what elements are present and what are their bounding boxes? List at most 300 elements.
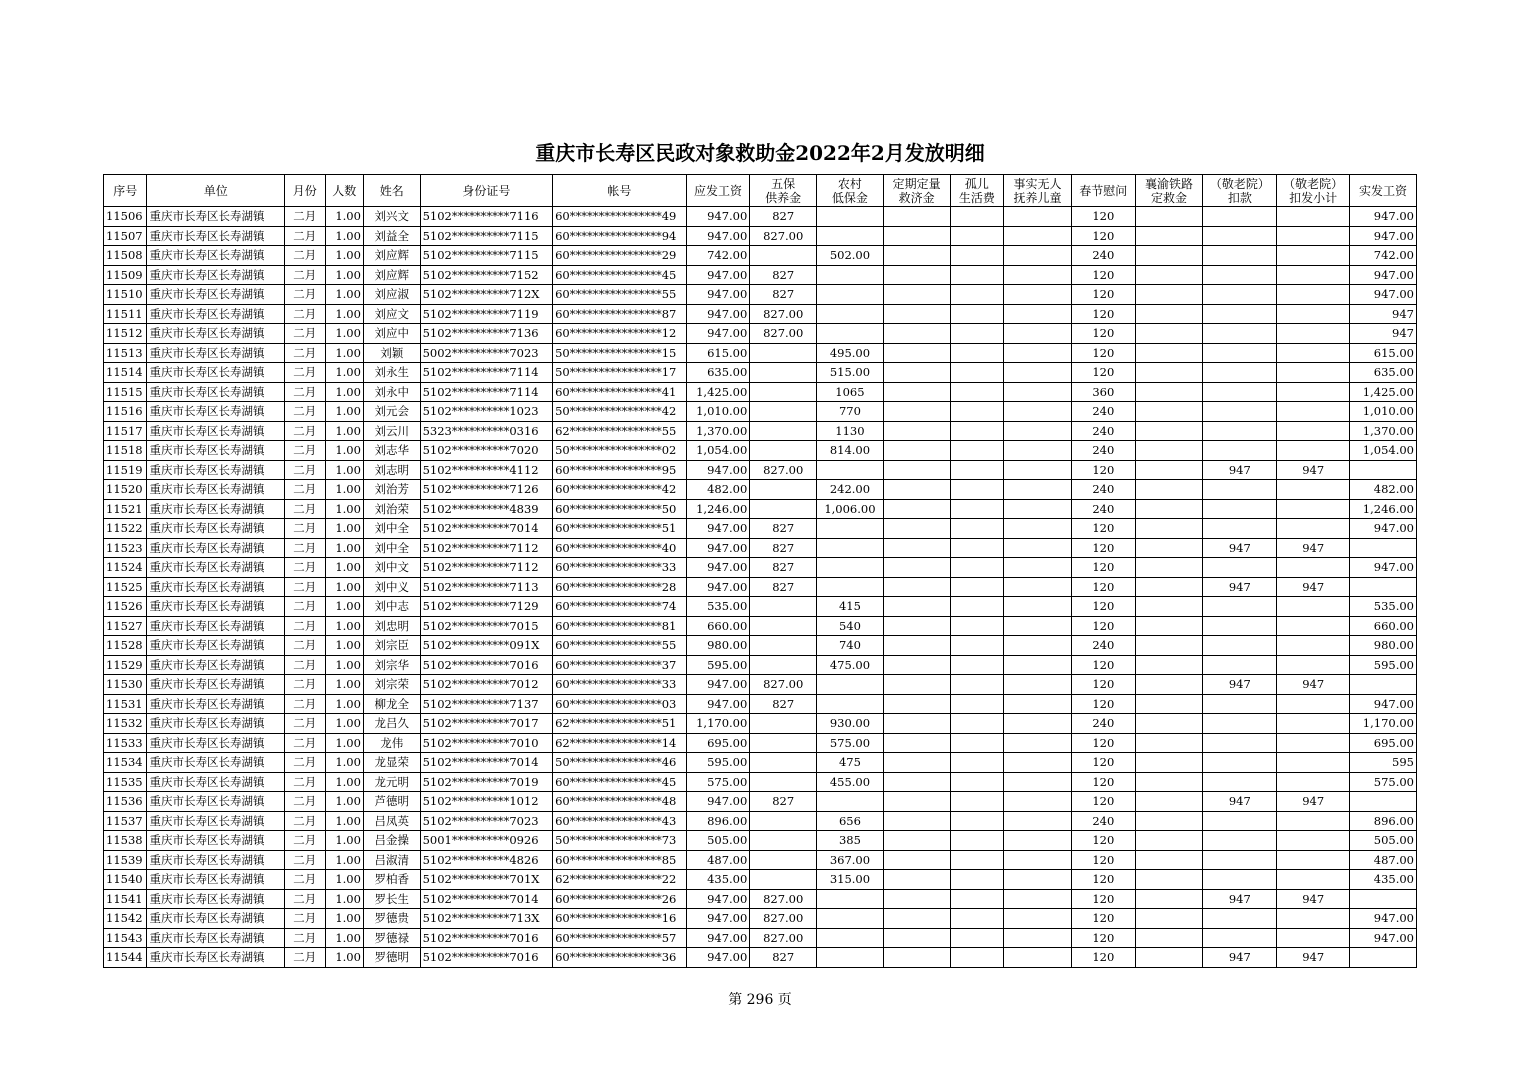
table-cell: 495.00 <box>817 343 884 363</box>
table-cell: 刘应淑 <box>363 285 420 305</box>
table-cell: 120 <box>1071 850 1135 870</box>
table-cell: 二月 <box>285 207 325 227</box>
table-cell: 827 <box>750 792 817 812</box>
table-cell: 5102**********7023 <box>420 811 553 831</box>
table-cell: 5102**********7115 <box>420 246 553 266</box>
table-cell <box>817 460 884 480</box>
table-cell <box>750 480 817 500</box>
table-cell: 515.00 <box>817 363 884 383</box>
table-cell: 重庆市长寿区长寿湖镇 <box>147 226 285 246</box>
table-cell <box>883 850 950 870</box>
table-cell: 120 <box>1071 948 1135 968</box>
table-cell <box>883 480 950 500</box>
table-cell: 1.00 <box>325 304 363 324</box>
table-cell <box>1350 675 1417 695</box>
table-cell: 595 <box>1350 753 1417 773</box>
table-cell: 475 <box>817 753 884 773</box>
table-cell <box>750 363 817 383</box>
table-cell: 1,370.00 <box>686 421 750 441</box>
table-cell <box>1350 889 1417 909</box>
table-cell <box>1135 499 1203 519</box>
table-cell: 120 <box>1071 519 1135 539</box>
table-row <box>104 792 1417 812</box>
table-cell <box>1277 655 1350 675</box>
table-cell: 502.00 <box>817 246 884 266</box>
table-cell: 1.00 <box>325 870 363 890</box>
table-cell: 吕淑清 <box>363 850 420 870</box>
table-cell <box>1203 597 1277 617</box>
table-cell <box>1277 265 1350 285</box>
table-cell <box>950 577 1004 597</box>
table-cell: 60****************48 <box>553 792 687 812</box>
table-cell: 947.00 <box>1350 226 1417 246</box>
column-header: 实发工资 <box>1350 175 1417 207</box>
table-cell <box>1004 675 1072 695</box>
table-cell <box>1004 285 1072 305</box>
table-cell <box>1203 694 1277 714</box>
page-title: 重庆市长寿区民政对象救助金2022年2月发放明细 <box>535 141 985 165</box>
table-cell <box>883 597 950 617</box>
table-cell: 1.00 <box>325 792 363 812</box>
table-cell <box>883 226 950 246</box>
table-cell: 二月 <box>285 265 325 285</box>
table-cell <box>1203 324 1277 344</box>
table-cell <box>1203 850 1277 870</box>
table-cell: 947.00 <box>686 792 750 812</box>
table-row <box>104 441 1417 461</box>
table-cell: 595.00 <box>1350 655 1417 675</box>
table-cell: 5102**********7114 <box>420 382 553 402</box>
table-cell <box>950 421 1004 441</box>
table-row <box>104 363 1417 383</box>
table-cell <box>883 694 950 714</box>
table-cell <box>750 714 817 734</box>
table-cell: 重庆市长寿区长寿湖镇 <box>147 811 285 831</box>
table-cell <box>1135 285 1203 305</box>
table-cell <box>1135 772 1203 792</box>
table-cell: 11528 <box>104 636 147 656</box>
table-cell <box>1277 441 1350 461</box>
table-cell: 5102**********7016 <box>420 948 553 968</box>
table-row <box>104 597 1417 617</box>
table-cell: 360 <box>1071 382 1135 402</box>
table-cell: 重庆市长寿区长寿湖镇 <box>147 460 285 480</box>
table-cell <box>750 753 817 773</box>
table-cell <box>1350 792 1417 812</box>
table-row <box>104 480 1417 500</box>
table-cell <box>817 538 884 558</box>
table-cell: 827 <box>750 558 817 578</box>
table-cell: 重庆市长寿区长寿湖镇 <box>147 753 285 773</box>
table-row <box>104 616 1417 636</box>
table-cell: 重庆市长寿区长寿湖镇 <box>147 421 285 441</box>
table-cell: 60****************03 <box>553 694 687 714</box>
table-cell: 62****************22 <box>553 870 687 890</box>
table-cell: 60****************43 <box>553 811 687 831</box>
table-cell: 62****************51 <box>553 714 687 734</box>
table-row <box>104 753 1417 773</box>
table-cell: 947.00 <box>686 538 750 558</box>
table-cell <box>950 753 1004 773</box>
table-cell <box>1203 304 1277 324</box>
table-cell: 11515 <box>104 382 147 402</box>
table-cell <box>1135 480 1203 500</box>
table-cell: 1.00 <box>325 519 363 539</box>
table-cell: 重庆市长寿区长寿湖镇 <box>147 363 285 383</box>
table-cell: 896.00 <box>686 811 750 831</box>
table-cell: 5102**********7116 <box>420 207 553 227</box>
table-cell <box>1203 831 1277 851</box>
table-cell: 刘应辉 <box>363 246 420 266</box>
table-cell: 5102**********1023 <box>420 402 553 422</box>
table-cell: 695.00 <box>1350 733 1417 753</box>
table-cell: 1.00 <box>325 363 363 383</box>
table-cell <box>883 928 950 948</box>
table-cell: 947 <box>1203 948 1277 968</box>
table-cell: 重庆市长寿区长寿湖镇 <box>147 733 285 753</box>
table-cell: 11511 <box>104 304 147 324</box>
table-cell: 11512 <box>104 324 147 344</box>
table-cell: 60****************45 <box>553 265 687 285</box>
table-cell <box>1135 304 1203 324</box>
table-cell: 刘兴文 <box>363 207 420 227</box>
table-cell: 1.00 <box>325 772 363 792</box>
table-cell <box>1203 714 1277 734</box>
table-cell <box>1203 402 1277 422</box>
column-header: 事实无人 抚养儿童 <box>1004 175 1072 207</box>
table-cell: 575.00 <box>817 733 884 753</box>
table-cell: 罗德贵 <box>363 909 420 929</box>
table-cell <box>750 636 817 656</box>
table-cell: 1.00 <box>325 753 363 773</box>
table-cell: 刘云川 <box>363 421 420 441</box>
table-cell: 1,370.00 <box>1350 421 1417 441</box>
table-cell: 947 <box>1203 675 1277 695</box>
table-cell: 罗德明 <box>363 948 420 968</box>
table-cell: 罗长生 <box>363 889 420 909</box>
table-cell: 240 <box>1071 811 1135 831</box>
table-cell <box>750 402 817 422</box>
table-cell: 1.00 <box>325 499 363 519</box>
table-cell: 11506 <box>104 207 147 227</box>
table-cell <box>750 421 817 441</box>
table-cell: 5102**********7017 <box>420 714 553 734</box>
table-cell: 1,006.00 <box>817 499 884 519</box>
table-cell: 947.00 <box>686 909 750 929</box>
table-cell <box>1004 636 1072 656</box>
table-cell: 11521 <box>104 499 147 519</box>
table-cell: 11518 <box>104 441 147 461</box>
table-row <box>104 850 1417 870</box>
table-row <box>104 324 1417 344</box>
table-cell: 482.00 <box>1350 480 1417 500</box>
table-cell: 重庆市长寿区长寿湖镇 <box>147 928 285 948</box>
table-cell <box>1004 441 1072 461</box>
table-cell <box>883 889 950 909</box>
table-cell: 吕凤英 <box>363 811 420 831</box>
table-cell: 龙元明 <box>363 772 420 792</box>
table-cell: 487.00 <box>686 850 750 870</box>
table-cell: 5102**********4826 <box>420 850 553 870</box>
table-cell: 5102**********712X <box>420 285 553 305</box>
table-cell: 11523 <box>104 538 147 558</box>
table-cell: 二月 <box>285 655 325 675</box>
table-cell: 二月 <box>285 889 325 909</box>
table-cell <box>1135 850 1203 870</box>
table-cell <box>950 558 1004 578</box>
table-row <box>104 831 1417 851</box>
column-header: 姓名 <box>363 175 420 207</box>
table-cell: 50****************73 <box>553 831 687 851</box>
table-cell: 龙伟 <box>363 733 420 753</box>
table-row <box>104 636 1417 656</box>
table-cell: 二月 <box>285 714 325 734</box>
table-cell: 5102**********7136 <box>420 324 553 344</box>
table-cell <box>883 402 950 422</box>
table-cell: 1.00 <box>325 811 363 831</box>
table-cell: 11534 <box>104 753 147 773</box>
column-header: 定期定量 救济金 <box>883 175 950 207</box>
table-cell: 947 <box>1203 460 1277 480</box>
table-cell: 827 <box>750 207 817 227</box>
table-cell <box>1004 577 1072 597</box>
table-cell <box>950 948 1004 968</box>
table-cell <box>1277 363 1350 383</box>
table-cell <box>950 246 1004 266</box>
table-row <box>104 655 1417 675</box>
table-cell: 240 <box>1071 714 1135 734</box>
table-cell <box>950 265 1004 285</box>
table-cell: 240 <box>1071 246 1135 266</box>
table-cell: 5102**********7014 <box>420 889 553 909</box>
table-cell <box>1004 831 1072 851</box>
table-cell: 重庆市长寿区长寿湖镇 <box>147 772 285 792</box>
table-row <box>104 304 1417 324</box>
table-cell: 980.00 <box>686 636 750 656</box>
table-cell <box>1135 636 1203 656</box>
table-cell: 575.00 <box>686 772 750 792</box>
table-cell: 龙显荣 <box>363 753 420 773</box>
table-cell: 947.00 <box>686 207 750 227</box>
table-cell: 60****************41 <box>553 382 687 402</box>
table-cell: 415 <box>817 597 884 617</box>
table-cell <box>1203 909 1277 929</box>
table-cell: 60****************87 <box>553 304 687 324</box>
table-cell: 刘颖 <box>363 343 420 363</box>
table-cell: 11519 <box>104 460 147 480</box>
table-cell <box>1135 811 1203 831</box>
table-cell <box>750 655 817 675</box>
table-cell: 656 <box>817 811 884 831</box>
table-cell <box>1004 246 1072 266</box>
table-cell: 11541 <box>104 889 147 909</box>
table-row <box>104 343 1417 363</box>
table-cell: 重庆市长寿区长寿湖镇 <box>147 655 285 675</box>
table-cell: 1,170.00 <box>686 714 750 734</box>
table-cell: 635.00 <box>686 363 750 383</box>
table-row <box>104 675 1417 695</box>
table-cell: 827.00 <box>750 675 817 695</box>
table-cell: 5102**********4839 <box>420 499 553 519</box>
table-cell: 947 <box>1203 889 1277 909</box>
table-cell <box>950 636 1004 656</box>
table-cell <box>950 811 1004 831</box>
table-cell: 947 <box>1203 577 1277 597</box>
table-cell <box>883 733 950 753</box>
table-cell: 660.00 <box>686 616 750 636</box>
table-cell <box>1135 460 1203 480</box>
table-cell: 芦德明 <box>363 792 420 812</box>
table-cell: 947 <box>1350 304 1417 324</box>
table-cell <box>950 733 1004 753</box>
table-cell: 120 <box>1071 655 1135 675</box>
table-cell <box>950 343 1004 363</box>
table-cell: 刘永中 <box>363 382 420 402</box>
table-cell: 5002**********7023 <box>420 343 553 363</box>
table-cell: 11542 <box>104 909 147 929</box>
table-cell: 二月 <box>285 772 325 792</box>
table-cell: 重庆市长寿区长寿湖镇 <box>147 831 285 851</box>
table-cell <box>1277 831 1350 851</box>
table-cell: 11530 <box>104 675 147 695</box>
table-cell: 二月 <box>285 226 325 246</box>
table-cell: 二月 <box>285 577 325 597</box>
table-cell: 120 <box>1071 792 1135 812</box>
table-cell: 535.00 <box>1350 597 1417 617</box>
table-cell <box>1203 207 1277 227</box>
table-cell: 827 <box>750 948 817 968</box>
table-cell: 827.00 <box>750 304 817 324</box>
column-header: （敬老院） 扣发小计 <box>1277 175 1350 207</box>
table-cell <box>1203 499 1277 519</box>
page-number: 第 296 页 <box>728 992 792 1008</box>
table-cell: 5102**********7019 <box>420 772 553 792</box>
table-cell: 1.00 <box>325 714 363 734</box>
table-cell: 120 <box>1071 363 1135 383</box>
table-cell: 240 <box>1071 636 1135 656</box>
table-cell: 11507 <box>104 226 147 246</box>
table-cell <box>1004 460 1072 480</box>
table-cell <box>1135 538 1203 558</box>
table-cell <box>1135 889 1203 909</box>
table-cell: 827.00 <box>750 324 817 344</box>
table-cell <box>1135 246 1203 266</box>
table-cell: 刘中全 <box>363 519 420 539</box>
table-cell: 11509 <box>104 265 147 285</box>
table-cell: 5102**********713X <box>420 909 553 929</box>
table-cell: 60****************29 <box>553 246 687 266</box>
table-cell: 11535 <box>104 772 147 792</box>
table-row <box>104 460 1417 480</box>
table-cell: 二月 <box>285 831 325 851</box>
table-cell: 827 <box>750 285 817 305</box>
table-cell: 11532 <box>104 714 147 734</box>
table-cell: 827 <box>750 538 817 558</box>
table-cell <box>1135 421 1203 441</box>
table-cell: 二月 <box>285 948 325 968</box>
table-cell: 5102**********7112 <box>420 558 553 578</box>
table-cell: 60****************81 <box>553 616 687 636</box>
table-cell <box>750 850 817 870</box>
table-body <box>104 207 1417 968</box>
table-cell <box>883 753 950 773</box>
table-cell <box>883 343 950 363</box>
table-cell: 475.00 <box>817 655 884 675</box>
column-header: 孤儿 生活费 <box>950 175 1004 207</box>
table-cell <box>1203 246 1277 266</box>
table-cell <box>817 304 884 324</box>
table-cell: 二月 <box>285 499 325 519</box>
table-cell: 重庆市长寿区长寿湖镇 <box>147 519 285 539</box>
table-cell: 1.00 <box>325 694 363 714</box>
table-cell <box>1203 928 1277 948</box>
table-cell: 240 <box>1071 480 1135 500</box>
table-cell: 120 <box>1071 285 1135 305</box>
table-cell: 947.00 <box>686 285 750 305</box>
table-cell: 二月 <box>285 753 325 773</box>
table-cell: 刘宗荣 <box>363 675 420 695</box>
table-cell: 120 <box>1071 831 1135 851</box>
table-cell: 947.00 <box>686 948 750 968</box>
table-cell <box>950 304 1004 324</box>
table-cell: 120 <box>1071 226 1135 246</box>
table-cell <box>883 811 950 831</box>
table-cell: 1,054.00 <box>686 441 750 461</box>
table-cell: 11540 <box>104 870 147 890</box>
table-cell <box>817 285 884 305</box>
table-cell: 11533 <box>104 733 147 753</box>
table-cell <box>1203 616 1277 636</box>
table-cell <box>1004 265 1072 285</box>
table-cell: 1.00 <box>325 558 363 578</box>
table-cell: 重庆市长寿区长寿湖镇 <box>147 538 285 558</box>
table-cell <box>1203 363 1277 383</box>
table-cell: 二月 <box>285 304 325 324</box>
table-cell: 11522 <box>104 519 147 539</box>
table-cell: 1.00 <box>325 616 363 636</box>
table-cell: 重庆市长寿区长寿湖镇 <box>147 207 285 227</box>
table-cell: 11513 <box>104 343 147 363</box>
table-row <box>104 421 1417 441</box>
table-cell <box>1135 948 1203 968</box>
table-cell <box>1277 733 1350 753</box>
table-cell: 重庆市长寿区长寿湖镇 <box>147 441 285 461</box>
table-cell: 1.00 <box>325 850 363 870</box>
relief-table <box>103 174 1417 968</box>
table-cell <box>883 363 950 383</box>
table-cell <box>817 207 884 227</box>
table-cell <box>1203 655 1277 675</box>
table-cell <box>1004 772 1072 792</box>
table-row <box>104 948 1417 968</box>
table-cell: 11527 <box>104 616 147 636</box>
table-cell: 重庆市长寿区长寿湖镇 <box>147 499 285 519</box>
table-cell: 240 <box>1071 441 1135 461</box>
table-cell: 1.00 <box>325 382 363 402</box>
table-cell: 60****************50 <box>553 499 687 519</box>
table-cell: 120 <box>1071 616 1135 636</box>
table-cell <box>1277 811 1350 831</box>
column-header: 农村 低保金 <box>817 175 884 207</box>
table-cell: 1,246.00 <box>686 499 750 519</box>
table-cell: 重庆市长寿区长寿湖镇 <box>147 889 285 909</box>
table-cell: 742.00 <box>1350 246 1417 266</box>
table-cell: 695.00 <box>686 733 750 753</box>
table-cell: 62****************14 <box>553 733 687 753</box>
table-cell <box>750 616 817 636</box>
table-cell <box>1004 304 1072 324</box>
table-cell: 947 <box>1277 889 1350 909</box>
